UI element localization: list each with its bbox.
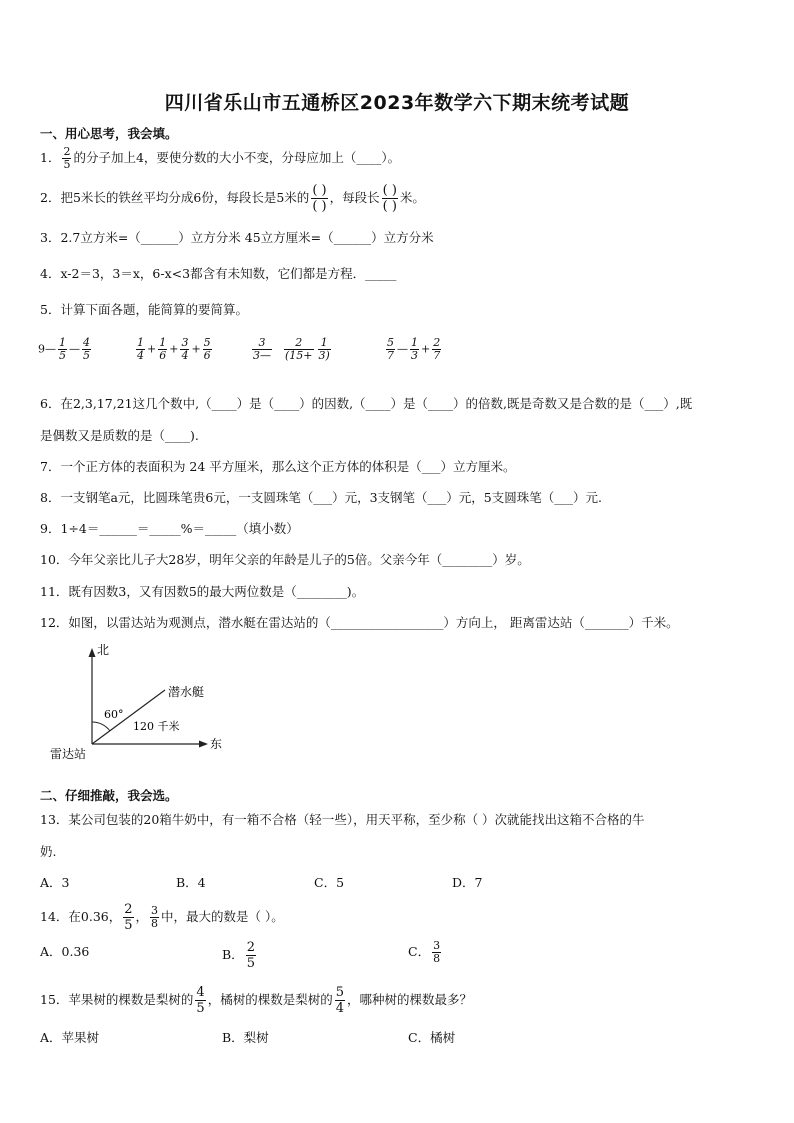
- question-9: 9．1÷4＝______＝_____%＝_____（填小数）: [40, 521, 299, 536]
- north-arrow-icon: [89, 648, 96, 657]
- question-12: 12．如图，以雷达站为观测点，潜水艇在雷达站的（__________________）方向上， 距离雷达站（_______）千米。: [40, 615, 679, 630]
- question-15: 15．苹果树的棵数是梨树的 $\frac{4}{5}$ ，橘树的棵数是梨树的 $\frac{5}{4}$ ，哪种树的棵数最多？: [40, 985, 473, 1016]
- q15-option-a: A．苹果树: [40, 1030, 100, 1045]
- question-7: 7．一个正方体的表面积为 24 平方厘米，那么这个正方体的体积是（___）立方厘米。: [40, 459, 516, 474]
- q13-option-d: D．7: [452, 875, 483, 890]
- expression-1: 9— $\frac{1}{5}$ — $\frac{4}{5}$: [38, 336, 90, 362]
- question-3: 3．2.7立方米=（______）立方分米 45立方厘米=（______）立方分米: [40, 230, 434, 245]
- q14-option-a: A．0.36: [40, 944, 90, 959]
- question-2-text-a: 2．把5米长的铁丝平均分成6份，每段长是5米的: [40, 190, 310, 205]
- angle-arc: [92, 722, 110, 731]
- east-arrow-icon: [199, 741, 208, 748]
- question-4: 4．x-2＝3，3＝x，6-x<3都含有未知数，它们都是方程．_____: [40, 266, 397, 281]
- expression-3: $\frac{3}{3—}$ $\frac{2}{(15+}$ $\frac{1}{3)}$: [253, 336, 330, 362]
- expression-2: $\frac{1}{4}$ + $\frac{1}{6}$ + $\frac{3}{4}$ + $\frac{5}{6}$: [137, 336, 211, 362]
- question-2: [40, 183, 425, 214]
- q13-option-a: A．3: [40, 875, 70, 890]
- q13-option-c: C．5: [314, 875, 345, 890]
- question-2-text-c: 米。: [399, 190, 425, 205]
- question-1-text: 的分子加上4，要使分数的大小不变，分母应加上（____）。: [73, 150, 401, 165]
- question-10: 10．今年父亲比儿子大28岁，明年父亲的年龄是儿子的5倍。父亲今年（________）岁。: [40, 552, 530, 567]
- blank-fraction-1: $\frac{( )}{( )}$: [312, 183, 327, 214]
- distance-label: 120 千米: [133, 720, 180, 733]
- question-5: 5．计算下面各题，能简算的要简算。: [40, 302, 248, 317]
- north-label: 北: [97, 643, 110, 657]
- page-title: 四川省乐山市五通桥区2023年数学六下期末统考试题: [164, 92, 630, 114]
- question-8: 8．一支钢笔a元，比圆珠笔贵6元，一支圆珠笔（___）元，3支钢笔（___）元，5支圆珠笔（___）元.: [40, 490, 602, 505]
- angle-label: 60°: [104, 708, 124, 721]
- east-label: 东: [210, 737, 223, 751]
- question-2-text-b: ，每段长: [329, 190, 380, 205]
- q14-option-c: C． $\frac{3}{8}$: [408, 939, 441, 965]
- question-14: 14．在0.36， $\frac{2}{5}$ ， $\frac{3}{8}$ 中，最大的数是（ ）。: [40, 902, 284, 933]
- q15-option-c: C．橘树: [408, 1030, 456, 1045]
- fraction-2-5: $\frac{2}{5}$: [63, 145, 71, 171]
- submarine-ray: [92, 690, 165, 744]
- question-11: 11．既有因数3，又有因数5的最大两位数是（________)。: [40, 584, 365, 599]
- q13-option-b: B．4: [176, 875, 206, 890]
- question-1-number: 1．: [40, 150, 61, 165]
- q14-option-b: B． $\frac{2}{5}$: [222, 940, 255, 971]
- blank-fraction-2: $\frac{( )}{( )}$: [382, 183, 397, 214]
- question-13-line-1: 13．某公司包装的20箱牛奶中，有一箱不合格（轻一些），用天平称，至少称（ ）次就能找出这箱不合格的牛: [40, 812, 645, 827]
- question-6-line-1: 6．在2,3,17,21这几个数中,（____）是（____）的因数,（____）是（____）的倍数,既是奇数又是合数的是（___）,既: [40, 396, 693, 411]
- question-6-line-2: 是偶数又是质数的是（____).: [40, 428, 199, 443]
- question-13-line-2: 奶.: [40, 844, 57, 859]
- expression-4: $\frac{5}{7}$ — $\frac{1}{3}$ + $\frac{2}{7}$: [387, 336, 441, 362]
- station-label: 雷达站: [50, 747, 87, 761]
- submarine-label: 潜水艇: [168, 685, 205, 699]
- radar-direction-figure: [50, 640, 240, 770]
- question-1: [40, 146, 400, 171]
- section-2-heading: 二、仔细推敲，我会选。: [40, 788, 178, 803]
- section-1-heading: 一、用心思考，我会填。: [40, 126, 178, 141]
- q15-option-b: B．梨树: [222, 1030, 269, 1045]
